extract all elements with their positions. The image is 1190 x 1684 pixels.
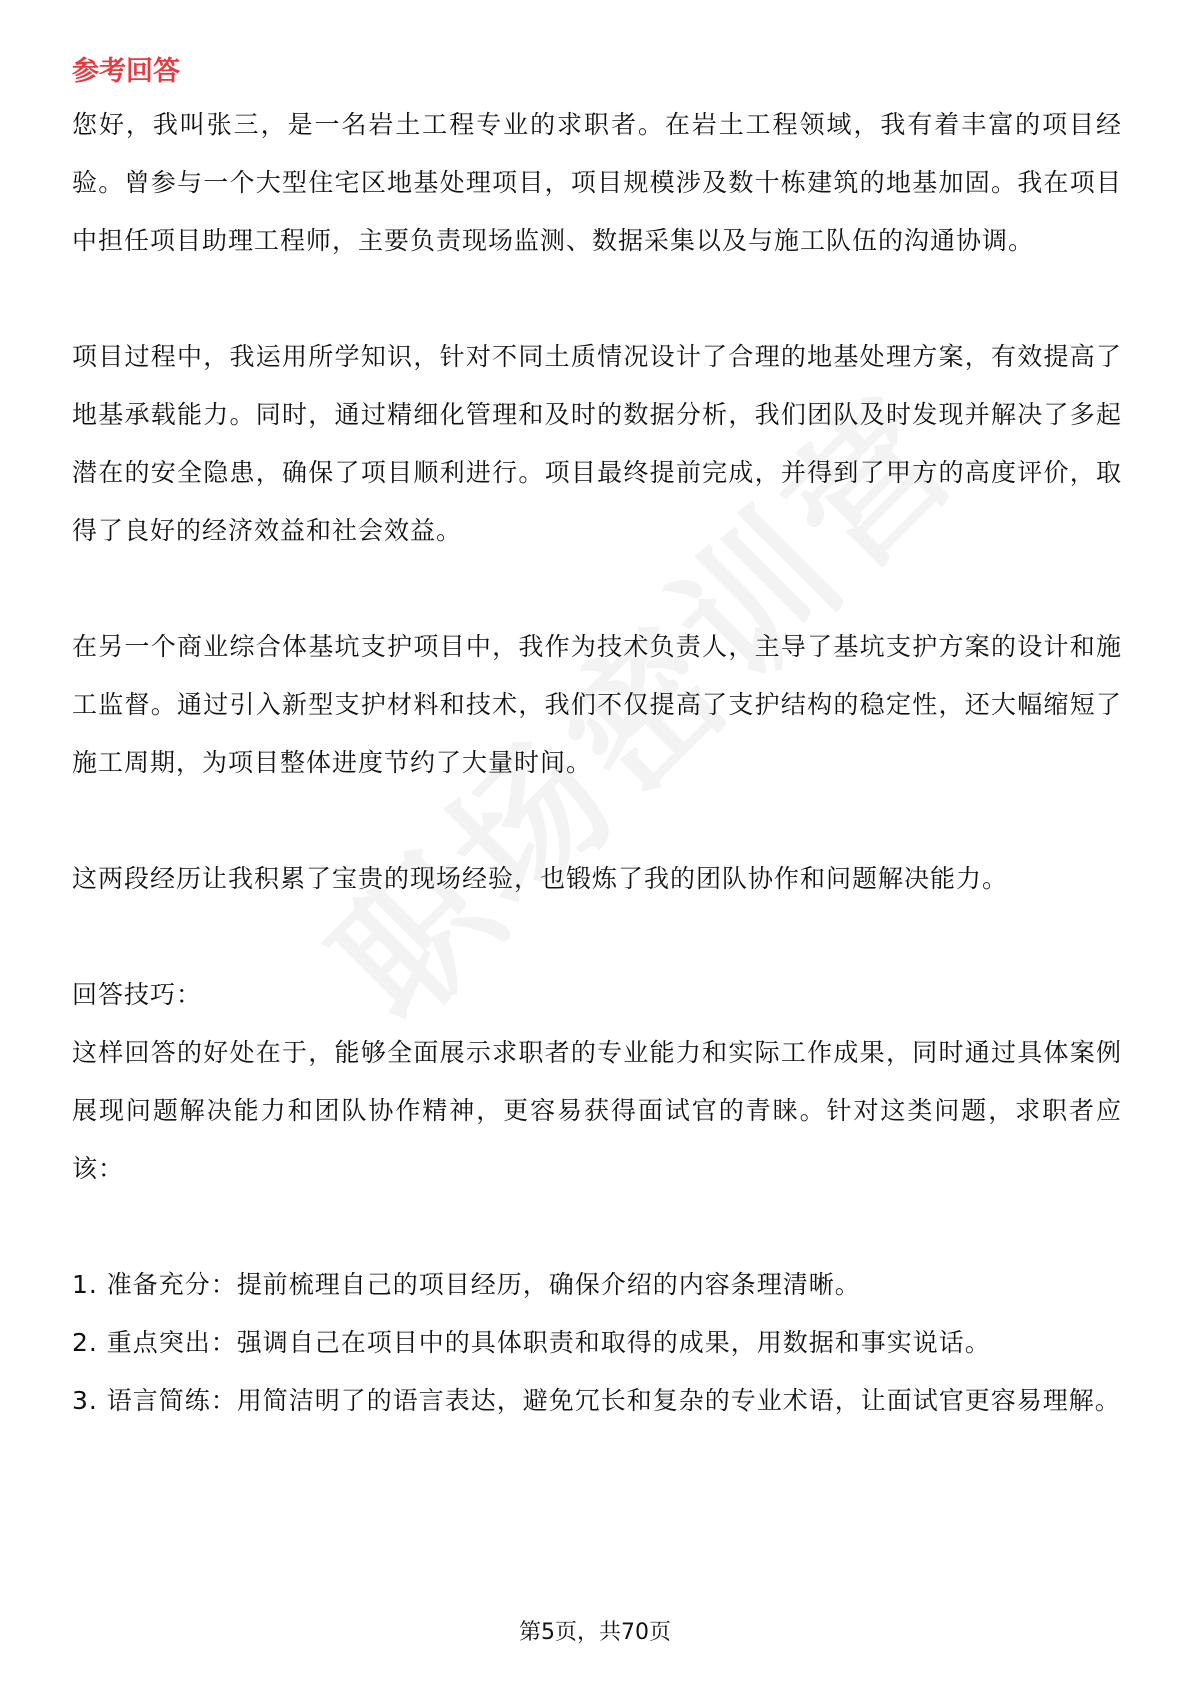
answer-paragraph-4: 这两段经历让我积累了宝贵的现场经验，也锻炼了我的团队协作和问题解决能力。 [72, 864, 1009, 893]
tip-item-3: 3. 语言简练：用简洁明了的语言表达，避免冗长和复杂的专业术语，让面试官更容易理解。 [72, 1386, 1121, 1415]
answer-paragraph-2: 项目过程中，我运用所学知识，针对不同土质情况设计了合理的地基处理方案，有效提高了地基承载能力。同时，通过精细化管理和及时的数据分析，我们团队及时发现并解决了多起潜在的安全隐患，确保了项目顺利进行。项目最终提前完成，并得到了甲方的高度评价，取得了良好的经济效益和社会效益。 [72, 342, 1122, 545]
answer-paragraph-1: 您好，我叫张三，是一名岩土工程专业的求职者。在岩土工程领域，我有着丰富的项目经验。曾参与一个大型住宅区地基处理项目，项目规模涉及数十栋建筑的地基加固。我在项目中担任项目助理工程师，主要负责现场监测、数据采集以及与施工队伍的沟通协调。 [72, 110, 1122, 255]
tips-intro: 这样回答的好处在于，能够全面展示求职者的专业能力和实际工作成果，同时通过具体案例展现问题解决能力和团队协作精神，更容易获得面试官的青睐。针对这类问题，求职者应该： [72, 1038, 1122, 1183]
tips-heading: 回答技巧： [72, 980, 203, 1009]
document-content [72, 48, 1122, 1430]
answer-paragraph-3: 在另一个商业综合体基坑支护项目中，我作为技术负责人，主导了基坑支护方案的设计和施工监督。通过引入新型支护材料和技术，我们不仅提高了支护结构的稳定性，还大幅缩短了施工周期，为项目整体进度节约了大量时间。 [72, 632, 1122, 777]
tip-item-2: 2. 重点突出：强调自己在项目中的具体职责和取得的成果，用数据和事实说话。 [72, 1328, 991, 1357]
tip-item-1: 1. 准备充分：提前梳理自己的项目经历，确保介绍的内容条理清晰。 [72, 1270, 861, 1299]
section-title: 参考回答 [72, 56, 180, 87]
page-number-footer: 第5页，共70页 [519, 1620, 671, 1645]
